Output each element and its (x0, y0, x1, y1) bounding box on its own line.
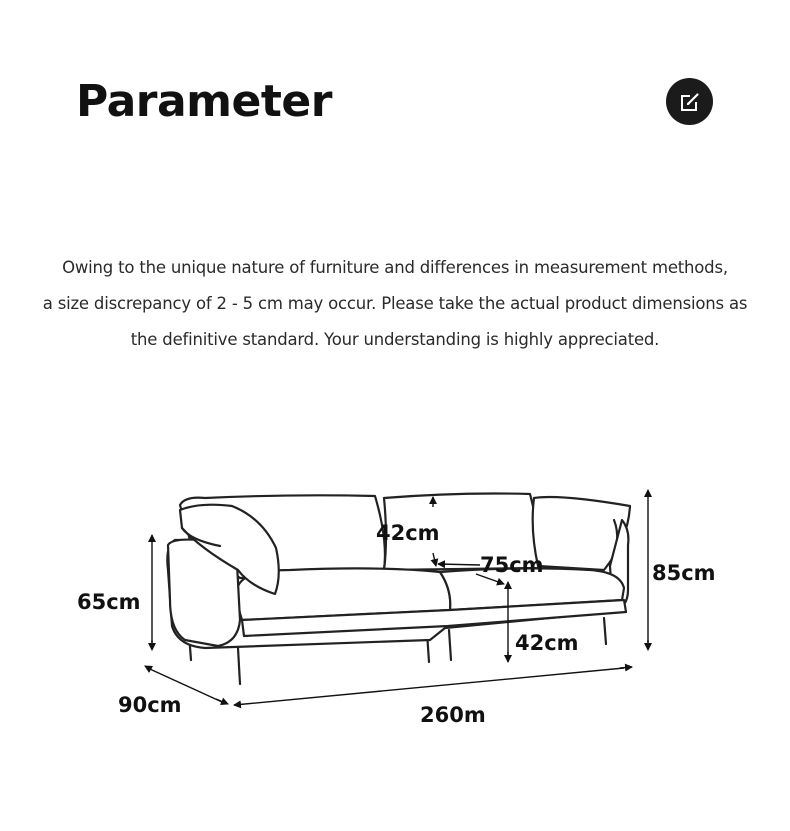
width-label: 260m (420, 703, 486, 727)
arm-height-label: 65cm (77, 590, 141, 614)
notice-line-1: Owing to the unique nature of furniture and differences in measurement methods, (62, 258, 728, 277)
seat-depth-label: 75cm (480, 553, 544, 577)
back-cushion-depth-label: 42cm (376, 521, 440, 545)
edit-icon (679, 91, 701, 113)
edit-button[interactable] (666, 78, 713, 125)
page-title: Parameter (76, 76, 332, 127)
notice-line-3: the definitive standard. Your understanding is highly appreciated. (130, 330, 660, 349)
total-height-label: 85cm (652, 561, 716, 585)
sofa-dimension-diagram (0, 400, 790, 800)
size-notice (0, 250, 790, 358)
depth-label: 90cm (118, 693, 182, 717)
seat-height-label: 42cm (515, 631, 579, 655)
notice-line-2: a size discrepancy of 2 - 5 cm may occur. Please take the actual product dimensions as (42, 294, 748, 313)
